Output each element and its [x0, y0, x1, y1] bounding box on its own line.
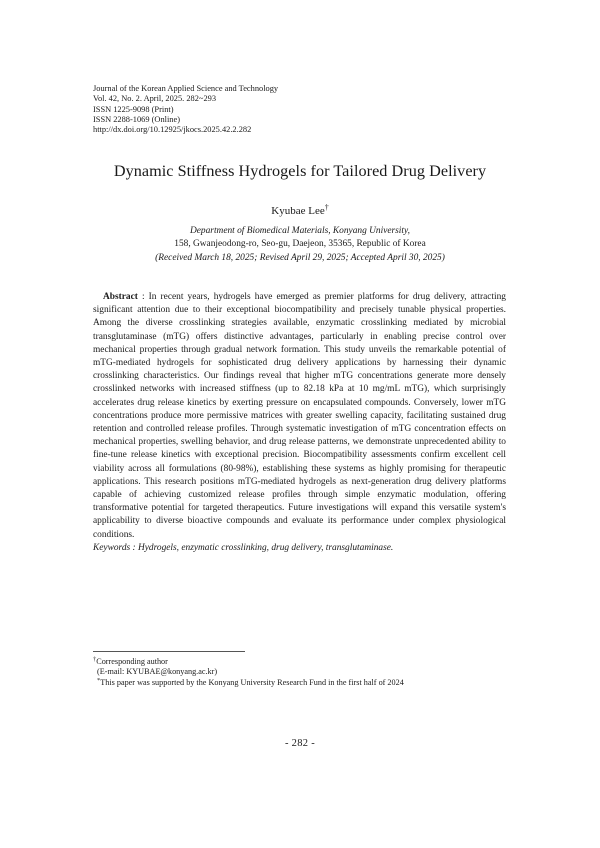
abstract-label: Abstract	[103, 292, 138, 302]
author-name: Kyubae Lee	[271, 205, 325, 217]
keywords	[93, 543, 506, 553]
footnote-funding	[93, 678, 404, 688]
keywords-text: Hydrogels, enzymatic crosslinking, drug delivery, transglutaminase.	[137, 543, 394, 553]
abstract	[93, 291, 506, 542]
footnote-corresponding	[93, 657, 404, 667]
affiliation-address: 158, Gwanjeodong-ro, Seo-gu, Daejeon, 35365, Republic of Korea	[174, 239, 426, 250]
footnote-email: (E-mail: KYUBAE@konyang.ac.kr)	[97, 667, 218, 677]
funding-text: This paper was supported by the Konyang University Research Fund in the first half of 2024	[100, 677, 404, 687]
footnotes	[93, 657, 404, 688]
abstract-separator: :	[137, 292, 149, 302]
journal-info	[93, 84, 278, 135]
journal-volume: Vol. 42, No. 2. April, 2025. 282~293	[93, 94, 217, 104]
paper-title: Dynamic Stiffness Hydrogels for Tailored Drug Delivery	[113, 162, 487, 180]
corresponding-mark: †	[93, 656, 97, 663]
corresponding-text: Corresponding author	[96, 657, 168, 666]
abstract-text: In recent years, hydrogels have emerged as premier platforms for drug delivery, attracting significant attention due to their exceptional biocompatibility and precisely tunable physical properties. Among the diverse crosslinking strategies available, enzymatic crosslinking mediated by microbial transglutaminase (mTG) offers distinctive advantages, particularly in enabling precise control over mechanical properties through gradual network formation. This study unveils the remarkable potential of mTG-mediated hydrogels for sophisticated drug delivery applications by harnessing their dynamic crosslinking characteristics. Our findings reveal that higher mTG concentrations generate more densely crosslinked networks with increased stiffness (up to 82.18 kPa at 10 mg/mL mTG), which surprisingly accelerates drug release kinetics by exerting pressure on encapsulated compounds. Conversely, lower mTG concentrations produce more permissive matrices with greater swelling capacity, facilitating sustained drug retention and controlled release profiles. Through systematic investigation of mTG concentration effects on mechanical properties, swelling behavior, and drug release patterns, we demonstrate unprecedented ability to fine-tune release kinetics with exceptional precision. Biocompatibility assessments confirm excellent cell viability across all formulations (80-98%), establishing these systems as highly promising for therapeutic applications. This research positions mTG-mediated hydrogels as next-generation drug delivery platforms capable of achieving customized release profiles through simple enzymatic modulation, offering transformative potential for targeted therapeutics. Future investigations will expand this versatile system's applicability to diverse bioactive compounds and evaluate its performance under complex physiological conditions.	[93, 292, 506, 540]
page-number: - 282 -	[284, 738, 316, 749]
journal-issn-online: ISSN 2288-1069 (Online)	[93, 114, 181, 124]
journal-doi-link[interactable]: http://dx.doi.org/10.12925/jkocs.2025.42.2.282	[93, 125, 252, 135]
author-line	[0, 205, 600, 217]
keywords-separator: :	[130, 543, 138, 553]
footnote-divider	[93, 651, 245, 652]
journal-name: Journal of the Korean Applied Science and Technology	[93, 84, 279, 93]
author-mark: †	[324, 203, 329, 212]
article-dates: (Received March 18, 2025; Revised April 29, 2025; Accepted April 30, 2025)	[155, 252, 445, 263]
affiliation-department: Department of Biomedical Materials, Konyang University,	[189, 226, 411, 236]
keywords-label: Keywords	[93, 543, 131, 553]
journal-issn-print: ISSN 1225-9098 (Print)	[93, 104, 174, 114]
affiliation-block	[0, 225, 600, 265]
funding-mark: *	[97, 676, 101, 684]
